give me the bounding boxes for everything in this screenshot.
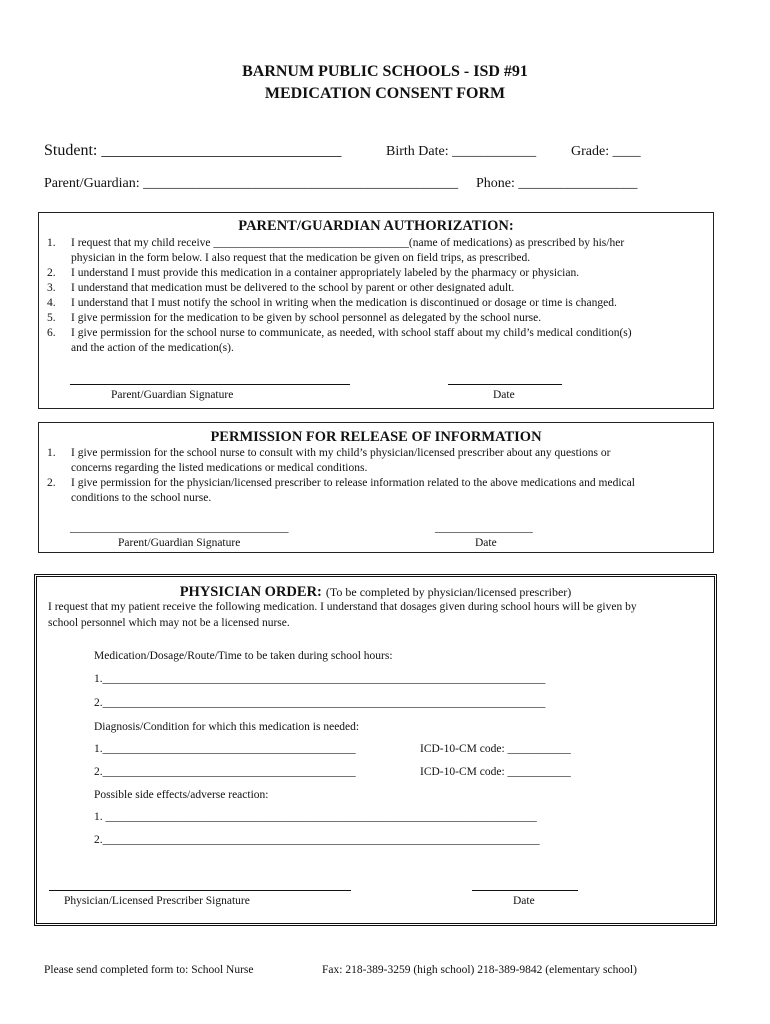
side-effects-label: Possible side effects/adverse reaction: (94, 789, 269, 801)
parent-date-line[interactable] (448, 384, 562, 385)
physician-heading-note: (To be completed by physician/licensed prescriber) (325, 585, 572, 599)
physician-heading-title: PHYSICIAN ORDER: (179, 584, 322, 600)
physician-heading (34, 583, 717, 601)
authorization-item-text: I give permission for the medication to be given by school personnel as delegated by the school nurse. (71, 312, 542, 324)
release-heading: PERMISSION FOR RELEASE OF INFORMATION (210, 429, 542, 445)
footer-fax: Fax: 218-389-3259 (high school) 218-389-9842 (elementary school) (322, 964, 637, 976)
release-date-line[interactable]: _________________ (435, 522, 533, 534)
authorization-item-text: physician in the form below. I also request that the medication be given on field trips, as prescribed. (71, 252, 531, 264)
release-item-number: 1. (47, 447, 56, 459)
medication-line-1[interactable]: 1._____________________________________________________________________________ (94, 673, 546, 685)
physician-date-label: Date (513, 895, 535, 907)
authorization-item-text: I understand that medication must be delivered to the school by parent or other designated adult. (71, 282, 515, 294)
release-date-label: Date (475, 537, 497, 549)
physician-date-line[interactable] (472, 890, 578, 891)
physician-signature-line[interactable] (49, 890, 351, 891)
icd-code-field-1[interactable]: ICD-10-CM code: ___________ (420, 743, 571, 755)
medication-line-2[interactable]: 2._____________________________________________________________________________ (94, 697, 546, 709)
parent-date-label: Date (493, 389, 515, 401)
diagnosis-line-2[interactable]: 2.____________________________________________ (94, 766, 356, 778)
icd-code-field-2[interactable]: ICD-10-CM code: ___________ (420, 766, 571, 778)
parent-signature-line[interactable] (70, 384, 350, 385)
diagnosis-line-1[interactable]: 1.____________________________________________ (94, 743, 356, 755)
side-effects-line-2[interactable]: 2.____________________________________________________________________________ (94, 834, 540, 846)
form-title: MEDICATION CONSENT FORM (264, 85, 506, 102)
authorization-item-number: 4. (47, 297, 56, 309)
parent-signature-label: Parent/Guardian Signature (111, 389, 234, 401)
footer-send-to: Please send completed form to: School Nurse (44, 964, 254, 976)
authorization-item-number: 5. (47, 312, 56, 324)
parent-guardian-field[interactable]: Parent/Guardian: _____________________________________________ (44, 176, 459, 191)
authorization-item-number: 3. (47, 282, 56, 294)
authorization-heading: PARENT/GUARDIAN AUTHORIZATION: (238, 218, 514, 234)
authorization-item-number: 6. (47, 327, 56, 339)
form-title-school: BARNUM PUBLIC SCHOOLS - ISD #91 (242, 63, 528, 80)
physician-intro-line2: school personnel which may not be a licensed nurse. (48, 617, 290, 629)
phone-field[interactable]: Phone: _________________ (476, 176, 638, 191)
authorization-item-text: and the action of the medication(s). (71, 342, 234, 354)
grade-field[interactable]: Grade: ____ (571, 144, 641, 159)
release-item-text: I give permission for the school nurse to consult with my child’s physician/licensed prescriber about any questions or (71, 447, 611, 459)
release-signature-label: Parent/Guardian Signature (118, 537, 241, 549)
student-field[interactable]: Student: ______________________________ (44, 142, 342, 159)
authorization-item-text: I understand that I must notify the school in writing when the medication is discontinued or dosage or time is changed. (71, 297, 617, 309)
authorization-item-text: I request that my child receive __________________________________(name of medications) as prescribed by his/her (71, 237, 625, 249)
release-signature-line[interactable]: ______________________________________ (70, 522, 289, 534)
medication-label: Medication/Dosage/Route/Time to be taken during school hours: (94, 650, 393, 662)
release-item-text: conditions to the school nurse. (71, 492, 212, 504)
authorization-item-number: 2. (47, 267, 56, 279)
side-effects-line-1[interactable]: 1. ___________________________________________________________________________ (94, 811, 537, 823)
release-item-text: I give permission for the physician/licensed prescriber to release information related to the above medications and medical (71, 477, 635, 489)
release-item-text: concerns regarding the listed medications or medical conditions. (71, 462, 368, 474)
release-item-number: 2. (47, 477, 56, 489)
diagnosis-label: Diagnosis/Condition for which this medication is needed: (94, 721, 360, 733)
authorization-item-text: I understand I must provide this medication in a container appropriately labeled by the pharmacy or physician. (71, 267, 580, 279)
physician-signature-label: Physician/Licensed Prescriber Signature (64, 895, 250, 907)
physician-intro-line1: I request that my patient receive the following medication. I understand that dosages given during school hours will be given by (48, 601, 637, 613)
birth-date-field[interactable]: Birth Date: ____________ (386, 144, 537, 159)
authorization-item-number: 1. (47, 237, 56, 249)
authorization-item-text: I give permission for the school nurse to communicate, as needed, with school staff about my child’s medical condition(s) (71, 327, 632, 339)
